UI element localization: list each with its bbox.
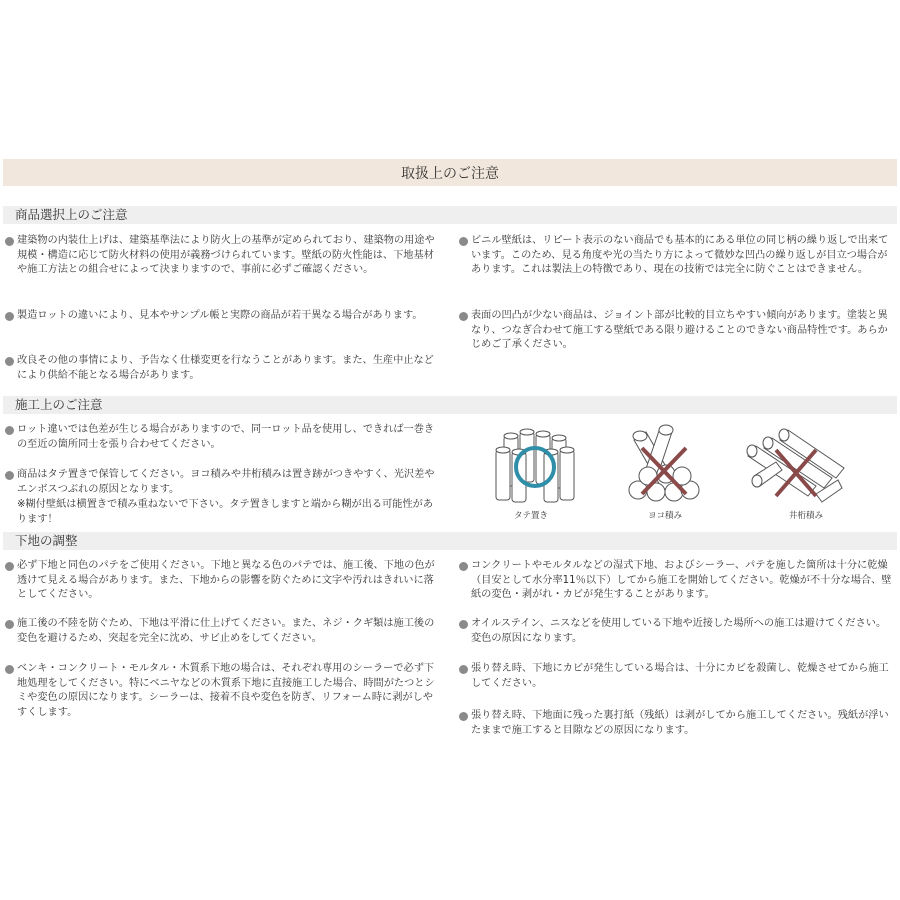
storage-note: ※糊付壁紙は横置きで積み重ねないで下さい。タテ置きしますと端から糊が出る可能性があります！ [17,499,434,525]
list-item: オイルステイン、ニスなどを使用している下地や近接した場所への施工は避けてください。変色の原因になります。 [459,617,893,646]
section-heading-selection: 商品選択上のご注意 [3,206,897,224]
figure-label-crosswise: 井桁積み [788,511,823,521]
horizontal-stacking-illustration [624,424,704,506]
figure-label-horizontal: ヨコ積み [647,511,682,521]
list-item: ロット違いでは色差が生じる場合がありますので、同一ロット品を使用し、できれば一巻きの至近の箇所同士を張り合わせてください。 [5,423,439,452]
list-item: 改良その他の事情により、予告なく仕様変更を行なうことがあります。また、生産中止などにより供給不能となる場合があります。 [5,354,439,383]
list-item: 張り替え時、下地にカビが発生している場合は、十分にカビを殺菌し、乾燥させてから施工してください。 [459,662,893,691]
list-item: ベンキ・コンクリート・モルタル・木質系下地の場合は、それぞれ専用のシーラーで必ず下地処理をしてください。特にベニヤなどの木質系下地に直接施工した場合、時間がたつとシミや変色の原因になります。シーラーは、接着不良や変色を防ぎ、リフォーム時に剥がしやすくします。 [5,662,439,720]
section-heading-substrate: 下地の調整 [3,532,897,550]
page-title: 取扱上のご注意 [3,159,897,186]
list-item: 張り替え時、下地面に残った裏打紙（残紙）は剥がしてから施工してください。残紙が浮いたままで施工すると目隙などの原因になります。 [459,709,893,738]
section-heading-construction: 施工上のご注意 [3,396,897,414]
list-item: ビニル壁紙は、リピート表示のない商品でも基本的にある単位の同じ柄の繰り返しで出来ています。このため、見る角度や光の当たり方によって微妙な凹凸の繰り返しが目立つ場合があります。これは製法上の特徴であり、現在の技術では完全に防ぐことはできません。 [459,234,893,278]
figure-label-vertical: タテ置き [513,511,548,521]
list-item: 施工後の不陸を防ぐため、下地は平滑に仕上げてください。また、ネジ・クギ類は施工後の変色を避けるため、突起を完全に沈め、サビ止めをしてください。 [5,617,439,646]
list-item: 表面の凹凸が少ない商品は、ジョイント部が比較的目立ちやすい傾向があります。塗装と異なり、つなぎ合わせて施工する壁紙である限り避けることのできない商品特性です。あらかじめご了承ください。 [459,309,893,353]
list-item: 必ず下地と同色のパテをご使用ください。下地と異なる色のパテでは、施工後、下地の色が透けて見える場合があります。また、下地からの影響を防ぐために文字や汚れはきれいに落としてください。 [5,559,439,603]
crosswise-stacking-illustration [746,424,846,506]
list-item: 製造ロットの違いにより、見本やサンプル帳と実際の商品が若干異なる場合があります。 [5,309,439,324]
list-item: 建築物の内装仕上げは、建築基準法により防火上の基準が定められており、建築物の用途や規模・構造に応じて防火材料の使用が義務づけられています。壁紙の防火性能は、下地基材や施工方法との組合せによって決まりますので、事前に必ずご確認ください。 [5,234,439,278]
list-item: コンクリートやモルタルなどの湿式下地、およびシーラー、パテを施した箇所は十分に乾燥（目安として水分率11％以下）してから施工を開始してください。乾燥が不十分な場合、壁紙の変色・剥がれ・カビが発生することがあります。 [459,559,893,603]
list-item: 商品はタテ置きで保管してください。ヨコ積みや井桁積みは置き跡がつきやすく、光沢差やエンボスつぶれの原因となります。 [5,468,439,497]
vertical-storage-illustration [486,424,576,508]
